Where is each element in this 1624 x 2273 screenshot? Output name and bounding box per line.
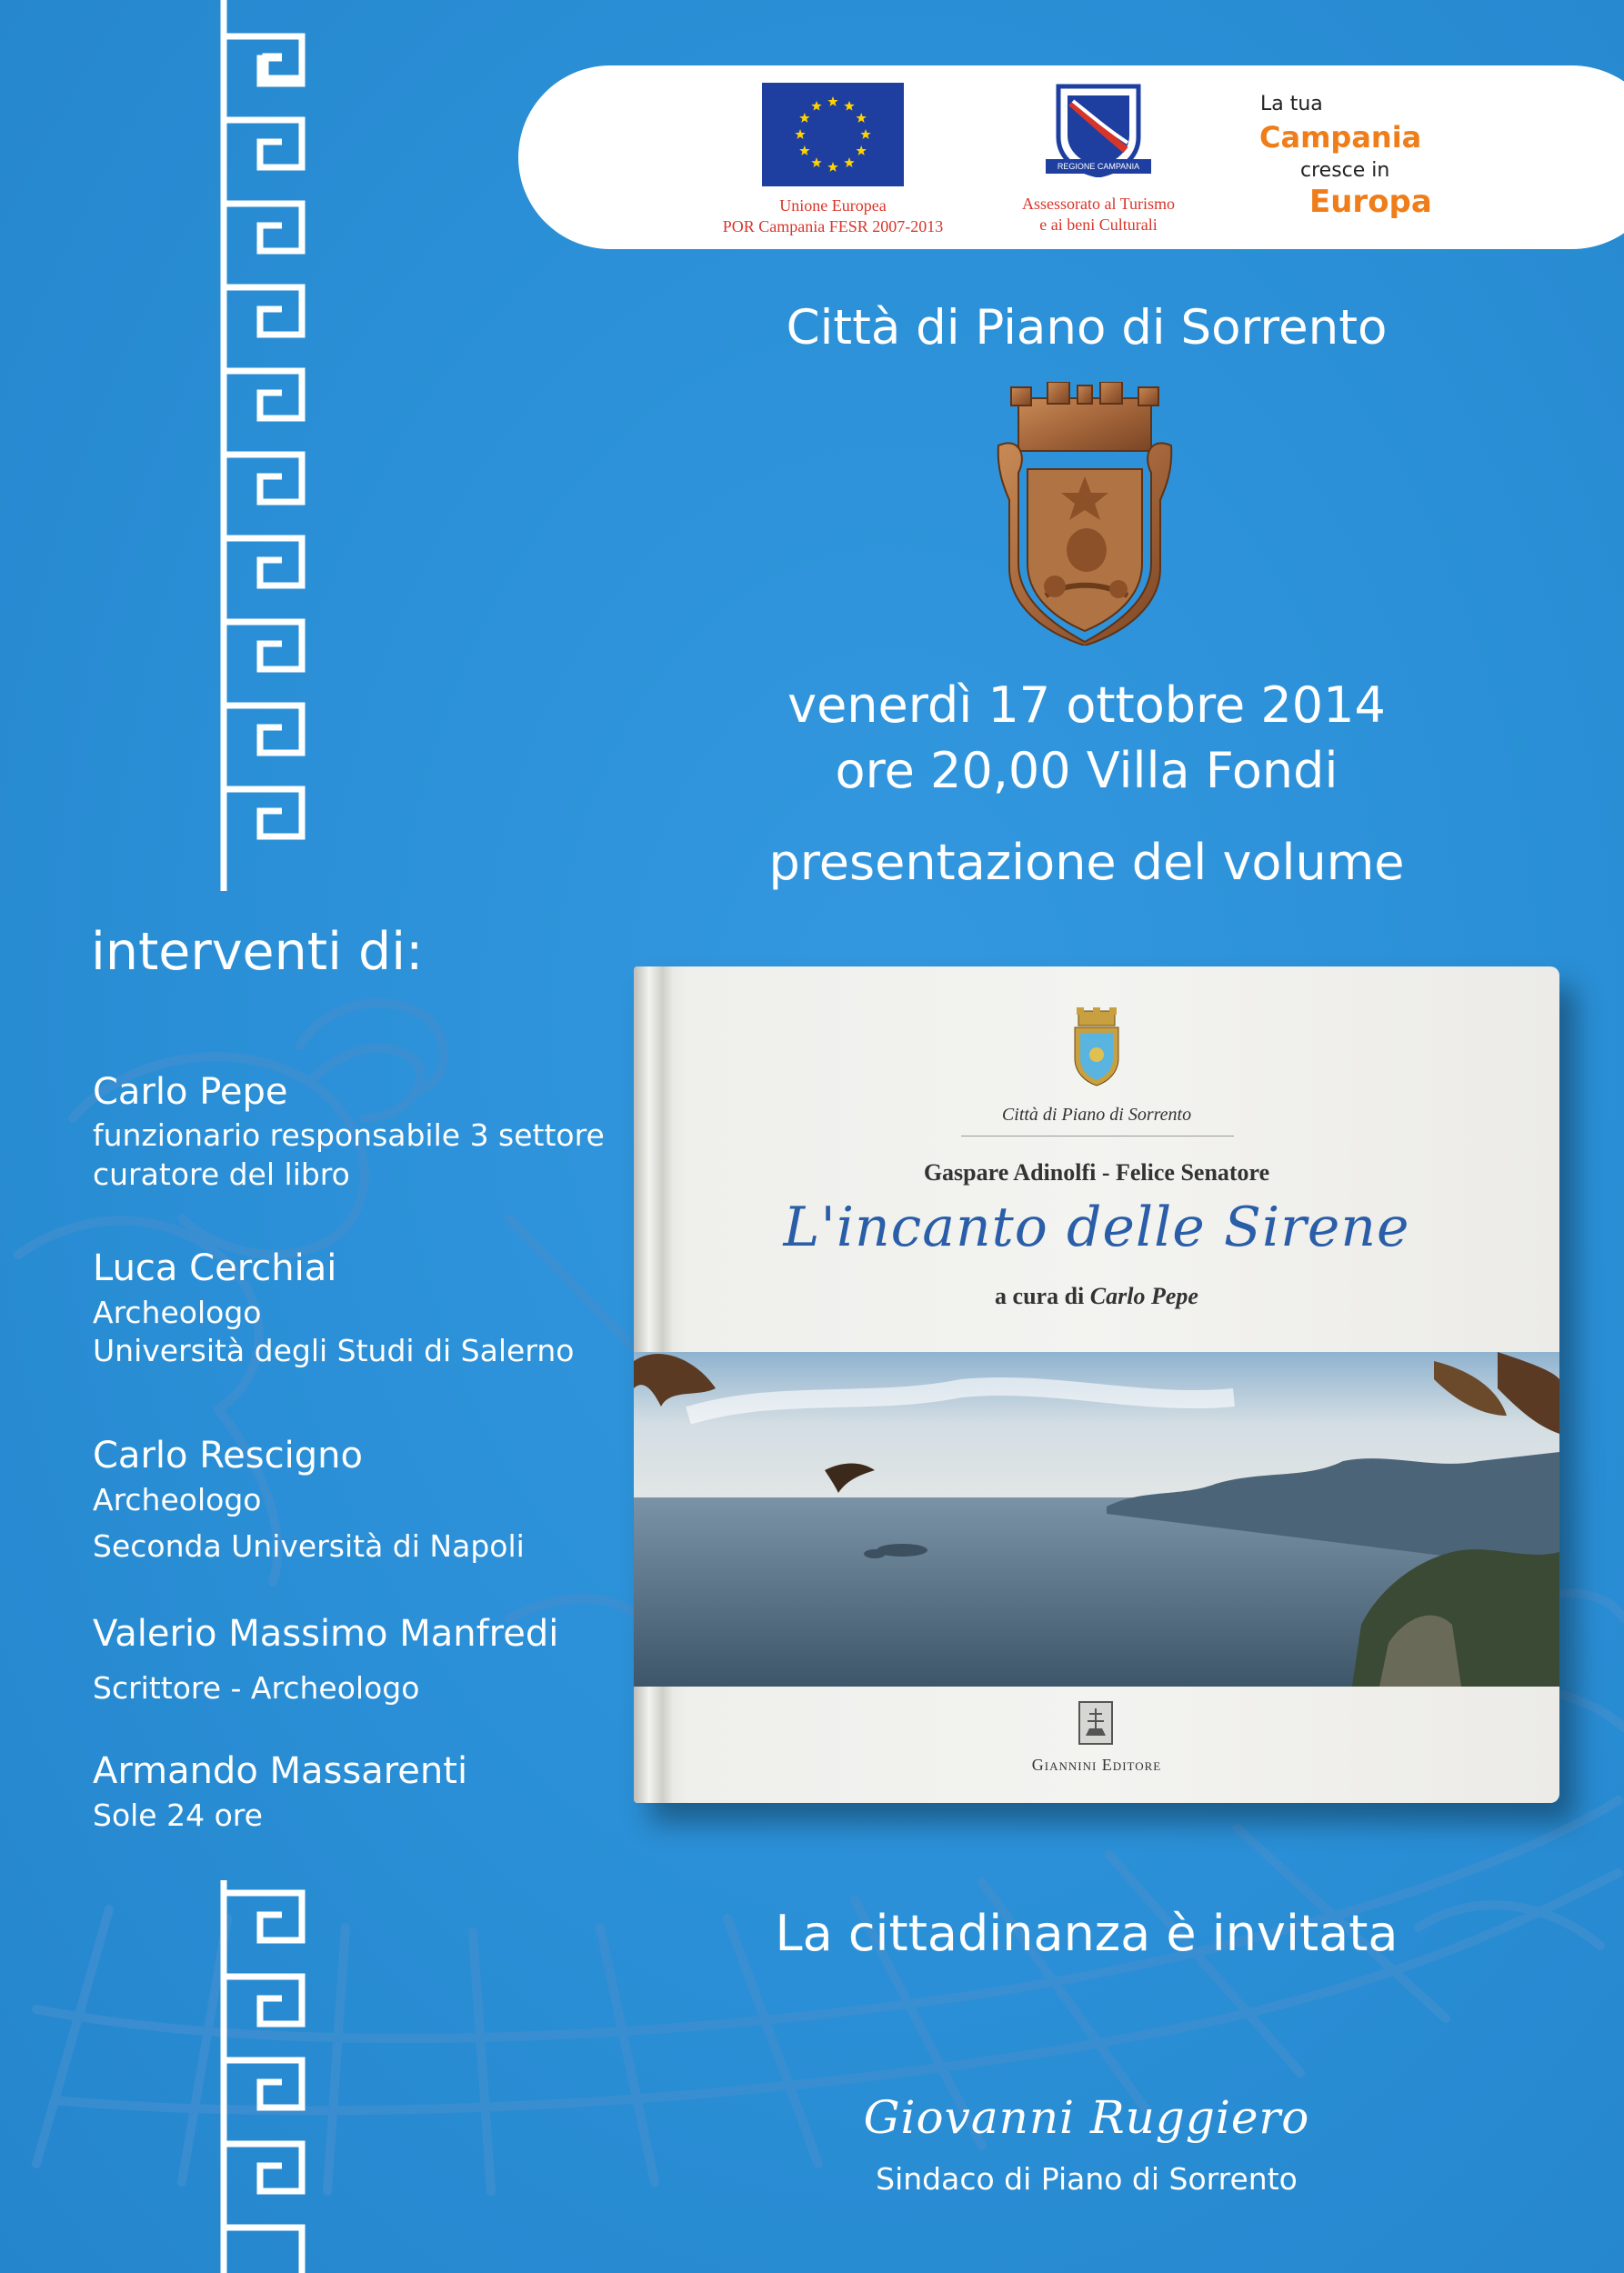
event-subtitle: presentazione del volume [768, 834, 1405, 891]
speaker-role: funzionario responsabile 3 settore [93, 1117, 605, 1153]
speaker-role: Archeologo [93, 1295, 262, 1330]
book-editor-prefix: a cura di [995, 1283, 1085, 1309]
logo-banner [518, 65, 1624, 249]
speakers-heading: interventi di: [91, 922, 424, 982]
speaker-name: Valerio Massimo Manfredi [93, 1613, 559, 1655]
regione-badge-label: REGIONE CAMPANIA [1057, 162, 1140, 171]
greek-key-border-icon [218, 1880, 309, 2273]
sea-landscape-image [634, 1352, 1559, 1687]
book-editor [634, 1283, 1559, 1310]
city-title: Città di Piano di Sorrento [786, 300, 1388, 355]
tua-line2: Campania [1259, 120, 1422, 155]
speaker-role: Università degli Studi di Salerno [93, 1333, 575, 1368]
tua-line1: La tua [1260, 93, 1323, 115]
tua-line4: Europa [1309, 184, 1432, 220]
speaker-role: Archeologo [93, 1482, 262, 1517]
book-title: L'incanto delle Sirene [783, 1196, 1410, 1259]
speaker-role: Scrittore - Archeologo [93, 1670, 420, 1706]
eu-caption-line2: POR Campania FESR 2007-2013 [722, 217, 944, 235]
event-date: venerdì 17 ottobre 2014 [787, 676, 1386, 734]
book-cover-photo [634, 1352, 1559, 1687]
speaker-name: Carlo Rescigno [93, 1435, 363, 1477]
book-authors: Gaspare Adinolfi - Felice Senatore [923, 1159, 1270, 1186]
regione-caption [944, 194, 1253, 235]
eu-flag-icon [762, 83, 904, 186]
greek-key-border-icon [218, 0, 309, 891]
eu-caption [687, 195, 978, 237]
book-coat-of-arms-icon [1069, 1007, 1124, 1087]
city-coat-of-arms-icon [991, 382, 1178, 646]
greek-key-border-top [218, 0, 309, 891]
regione-caption-line2: e ai beni Culturali [1039, 215, 1158, 234]
book-cover [634, 966, 1559, 1803]
eu-caption-line1: Unione Europea [779, 196, 887, 215]
book-editor-name: Carlo Pepe [1089, 1283, 1198, 1309]
event-time-place: ore 20,00 Villa Fondi [835, 742, 1338, 799]
tua-line3: cresce in [1300, 159, 1390, 182]
invitation-text: La cittadinanza è invitata [775, 1905, 1398, 1962]
regione-caption-line1: Assessorato al Turismo [1021, 195, 1176, 213]
signature-name: Giovanni Ruggiero [863, 2091, 1310, 2144]
speaker-role: Seconda Università di Napoli [93, 1528, 525, 1564]
speaker-name: Luca Cerchiai [93, 1247, 337, 1289]
speaker-role: Sole 24 ore [93, 1797, 263, 1833]
speaker-role: curatore del libro [93, 1157, 350, 1192]
giannini-editore-logo-icon [1078, 1701, 1113, 1745]
book-publisher: Giannini Editore [1031, 1756, 1162, 1774]
greek-key-border-bottom [218, 1880, 309, 2273]
speaker-name: Armando Massarenti [93, 1750, 468, 1792]
book-city-label: Città di Piano di Sorrento [1001, 1105, 1192, 1125]
speaker-name: Carlo Pepe [93, 1071, 288, 1113]
signature-role: Sindaco di Piano di Sorrento [876, 2161, 1298, 2197]
regione-badge [1046, 159, 1151, 174]
